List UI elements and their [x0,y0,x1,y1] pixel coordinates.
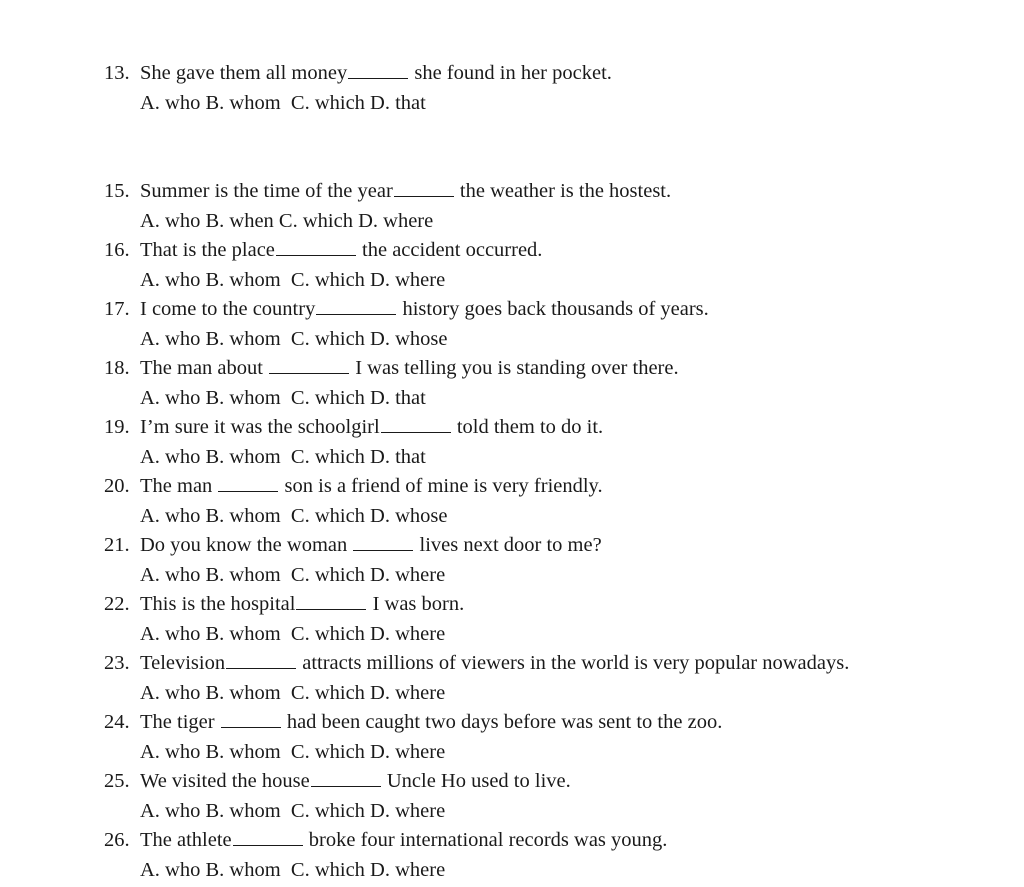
question-text-after: Uncle Ho used to live. [386,770,571,792]
question-stem [104,295,1004,325]
question-stem [104,826,1004,856]
question-number: 17. [104,298,130,320]
answer-blank[interactable] [316,297,396,315]
answer-options: A. who B. whom C. which D. where [140,799,446,822]
answer-options: A. who B. whom C. which D. whose [140,327,448,350]
question-text-after: the weather is the hostest. [459,180,672,202]
question [104,236,1004,295]
question-stem [104,649,1004,679]
question-text-before: She gave them all money [140,62,348,84]
question-text-before: Summer is the time of the year [140,180,393,202]
question-number: 26. [104,829,130,851]
question-number: 22. [104,593,130,615]
question-number: 13. [104,62,130,84]
question-text-after: broke four international records was young. [308,829,668,851]
question-stem [104,413,1004,443]
question-text-before: The man about [140,357,269,379]
question-number: 19. [104,416,130,438]
question-stem [104,708,1004,738]
answer-blank[interactable] [353,533,413,551]
question-text-before: Television [140,652,226,674]
question-number: 24. [104,711,130,733]
question [104,590,1004,649]
question-text-before: Do you know the woman [140,534,353,556]
question [104,354,1004,413]
question-stem [104,59,1004,89]
answer-options: A. who B. when C. which D. where [140,209,434,232]
question [104,472,1004,531]
question-stem [104,177,1004,207]
question-stem [104,236,1004,266]
answer-blank[interactable] [221,710,281,728]
question-number: 16. [104,239,130,261]
question [104,177,1004,236]
question-stem [104,354,1004,384]
answer-blank[interactable] [276,238,356,256]
question-text-before: The man [140,475,218,497]
answer-options: A. who B. whom C. which D. where [140,740,446,763]
question-text-after: she found in her pocket. [414,62,612,84]
question-text-after: lives next door to me? [419,534,602,556]
question-number: 23. [104,652,130,674]
question-number: 18. [104,357,130,379]
question-text-after: son is a friend of mine is very friendly. [284,475,603,497]
answer-blank[interactable] [233,828,303,846]
question-number: 20. [104,475,130,497]
answer-blank[interactable] [348,61,408,79]
question-text-after: told them to do it. [456,416,604,438]
question [104,295,1004,354]
question-text-before: That is the place [140,239,275,261]
question-text-after: the accident occurred. [362,239,543,261]
answer-options: A. who B. whom C. which D. whose [140,504,448,527]
question-text-before: We visited the house [140,770,310,792]
question-number: 25. [104,770,130,792]
question-text-after: attracts millions of viewers in the world is very popular nowadays. [302,652,850,674]
question-number: 15. [104,180,130,202]
answer-options: A. who B. whom C. which D. where [140,563,446,586]
question-number: 21. [104,534,130,556]
answer-options: A. who B. whom C. which D. that [140,445,426,468]
question-text-before: The athlete [140,829,232,851]
answer-options: A. who B. whom C. which D. where [140,858,446,881]
question-stem [104,472,1004,502]
question [104,531,1004,590]
question-text-before: I’m sure it was the schoolgirl [140,416,380,438]
answer-blank[interactable] [296,592,366,610]
answer-blank[interactable] [269,356,349,374]
answer-options: A. who B. whom C. which D. that [140,386,426,409]
answer-blank[interactable] [311,769,381,787]
question-stem [104,531,1004,561]
question-text-after: had been caught two days before was sent to the zoo. [286,711,723,733]
question-text-after: I was telling you is standing over there. [355,357,679,379]
question [104,413,1004,472]
question-stem [104,590,1004,620]
question [104,767,1004,826]
answer-blank[interactable] [381,415,451,433]
question [104,649,1004,708]
question-text-before: I come to the country [140,298,316,320]
answer-options: A. who B. whom C. which D. where [140,622,446,645]
answer-blank[interactable] [218,474,278,492]
answer-blank[interactable] [394,179,454,197]
question-text-after: history goes back thousands of years. [402,298,709,320]
question-text-before: This is the hospital [140,593,296,615]
answer-options: A. who B. whom C. which D. where [140,681,446,704]
question-text-before: The tiger [140,711,220,733]
question [104,59,1004,118]
question-text-after: I was born. [372,593,465,615]
question-stem [104,767,1004,797]
answer-options: A. who B. whom C. which D. where [140,268,446,291]
answer-blank[interactable] [226,651,296,669]
answer-options: A. who B. whom C. which D. that [140,91,426,114]
question [104,826,1004,885]
question [104,708,1004,767]
